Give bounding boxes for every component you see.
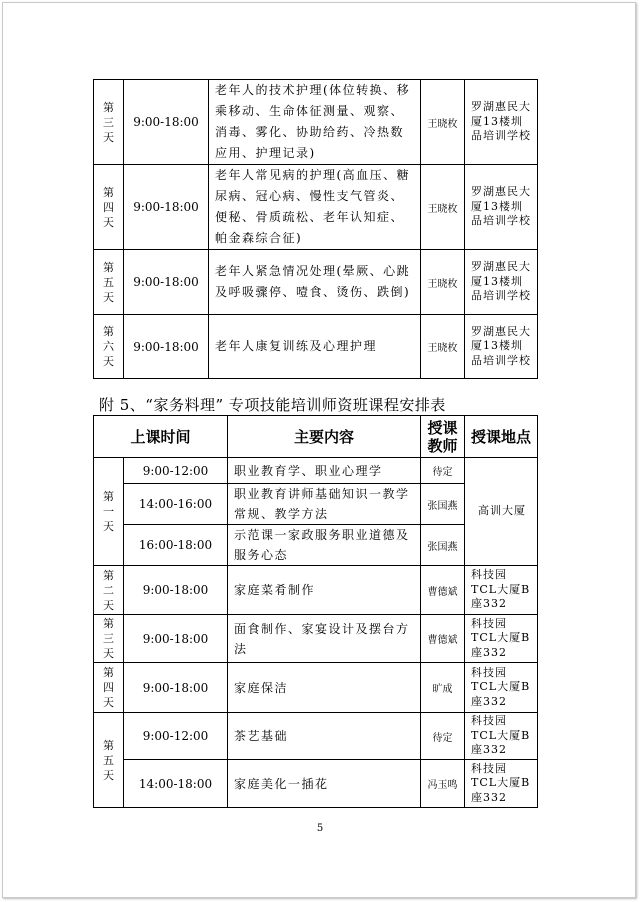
teacher-cell: 王晓枚 xyxy=(421,315,465,379)
content-cell: 茶艺基础 xyxy=(228,713,421,760)
teacher-cell: 王晓枚 xyxy=(421,165,465,250)
day-cell: 第 五 天 xyxy=(94,250,124,315)
teacher-cell: 张国燕 xyxy=(421,484,465,525)
content-cell: 老年人的技术护理(体位转换、移乘移动、生命体征测量、观察、消毒、雾化、协助给药、冷热数应用、护理记录) xyxy=(209,80,421,165)
table-row xyxy=(94,315,538,379)
content-cell: 面食制作、家宴设计及摆台方法 xyxy=(228,615,421,663)
location-cell: 罗湖惠民大厦13楼圳品培训学校 xyxy=(465,250,538,315)
table-row xyxy=(94,458,538,484)
location-cell: 科技园TCL大厦B座332 xyxy=(465,663,538,713)
day-cell: 第 六 天 xyxy=(94,315,124,379)
table-row xyxy=(94,80,538,165)
table-row xyxy=(94,663,538,713)
time-cell: 16:00-18:00 xyxy=(124,525,228,566)
time-cell: 9:00-18:00 xyxy=(124,663,228,713)
time-cell: 9:00-18:00 xyxy=(124,80,209,165)
table-row xyxy=(94,165,538,250)
day-cell: 第 五 天 xyxy=(94,713,124,808)
day-cell: 第 二 天 xyxy=(94,566,124,615)
time-cell: 9:00-18:00 xyxy=(124,615,228,663)
teacher-cell: 曹德斌 xyxy=(421,615,465,663)
schedule-table-2 xyxy=(93,415,538,808)
location-cell: 科技园TCL大厦B座332 xyxy=(465,566,538,615)
teacher-cell: 张国燕 xyxy=(421,525,465,566)
location-cell: 科技园TCL大厦B座332 xyxy=(465,713,538,760)
location-cell: 罗湖惠民大厦13楼圳品培训学校 xyxy=(465,165,538,250)
content-cell: 家庭保洁 xyxy=(228,663,421,713)
table-row xyxy=(94,713,538,760)
time-cell: 9:00-18:00 xyxy=(124,165,209,250)
table-row xyxy=(94,566,538,615)
content-cell: 家庭美化一插花 xyxy=(228,760,421,808)
day-cell: 第 三 天 xyxy=(94,80,124,165)
teacher-cell: 曹德斌 xyxy=(421,566,465,615)
time-cell: 9:00-18:00 xyxy=(124,566,228,615)
day-cell: 第 一 天 xyxy=(94,458,124,566)
content-cell: 职业教育学、职业心理学 xyxy=(228,458,421,484)
header-content: 主要内容 xyxy=(228,416,421,458)
day-cell: 第 四 天 xyxy=(94,663,124,713)
content-cell: 老年人常见病的护理(高血压、糖尿病、冠心病、慢性支气管炎、便秘、骨质疏松、老年认知症、帕金森综合征) xyxy=(209,165,421,250)
table-row xyxy=(94,615,538,663)
teacher-cell: 王晓枚 xyxy=(421,80,465,165)
time-cell: 9:00-18:00 xyxy=(124,250,209,315)
teacher-cell: 待定 xyxy=(421,713,465,760)
teacher-cell: 旷成 xyxy=(421,663,465,713)
time-cell: 14:00-16:00 xyxy=(124,484,228,525)
content-cell: 老年人紧急情况处理(晕厥、心跳及呼吸骤停、噎食、烫伤、跌倒) xyxy=(209,250,421,315)
content-cell: 老年人康复训练及心理护理 xyxy=(209,315,421,379)
content-cell: 职业教育讲师基础知识一教学常规、教学方法 xyxy=(228,484,421,525)
teacher-cell: 冯玉鸣 xyxy=(421,760,465,808)
header-teacher: 授课教师 xyxy=(421,416,465,458)
page-number: 5 xyxy=(316,823,324,834)
teacher-cell: 待定 xyxy=(421,458,465,484)
day-cell: 第 四 天 xyxy=(94,165,124,250)
location-cell: 罗湖惠民大厦13楼圳品培训学校 xyxy=(465,315,538,379)
content-cell: 家庭菜肴制作 xyxy=(228,566,421,615)
table-row xyxy=(94,250,538,315)
content-cell: 示范课一家政服务职业道德及服务心态 xyxy=(228,525,421,566)
header-row xyxy=(94,416,538,458)
day-cell: 第 三 天 xyxy=(94,615,124,663)
table-caption: 附 5、“家务料理” 专项技能培训师资班课程安排表 xyxy=(99,396,446,414)
time-cell: 14:00-18:00 xyxy=(124,760,228,808)
time-cell: 9:00-12:00 xyxy=(124,458,228,484)
table-row xyxy=(94,760,538,808)
header-location: 授课地点 xyxy=(465,416,538,458)
location-cell: 科技园TCL大厦B座332 xyxy=(465,615,538,663)
schedule-table-1 xyxy=(93,79,538,379)
location-cell: 罗湖惠民大厦13楼圳品培训学校 xyxy=(465,80,538,165)
time-cell: 9:00-18:00 xyxy=(124,315,209,379)
time-cell: 9:00-12:00 xyxy=(124,713,228,760)
location-cell: 科技园TCL大厦B座332 xyxy=(465,760,538,808)
teacher-cell: 王晓枚 xyxy=(421,250,465,315)
header-time: 上课时间 xyxy=(94,416,228,458)
location-cell: 高训大厦 xyxy=(465,458,538,566)
